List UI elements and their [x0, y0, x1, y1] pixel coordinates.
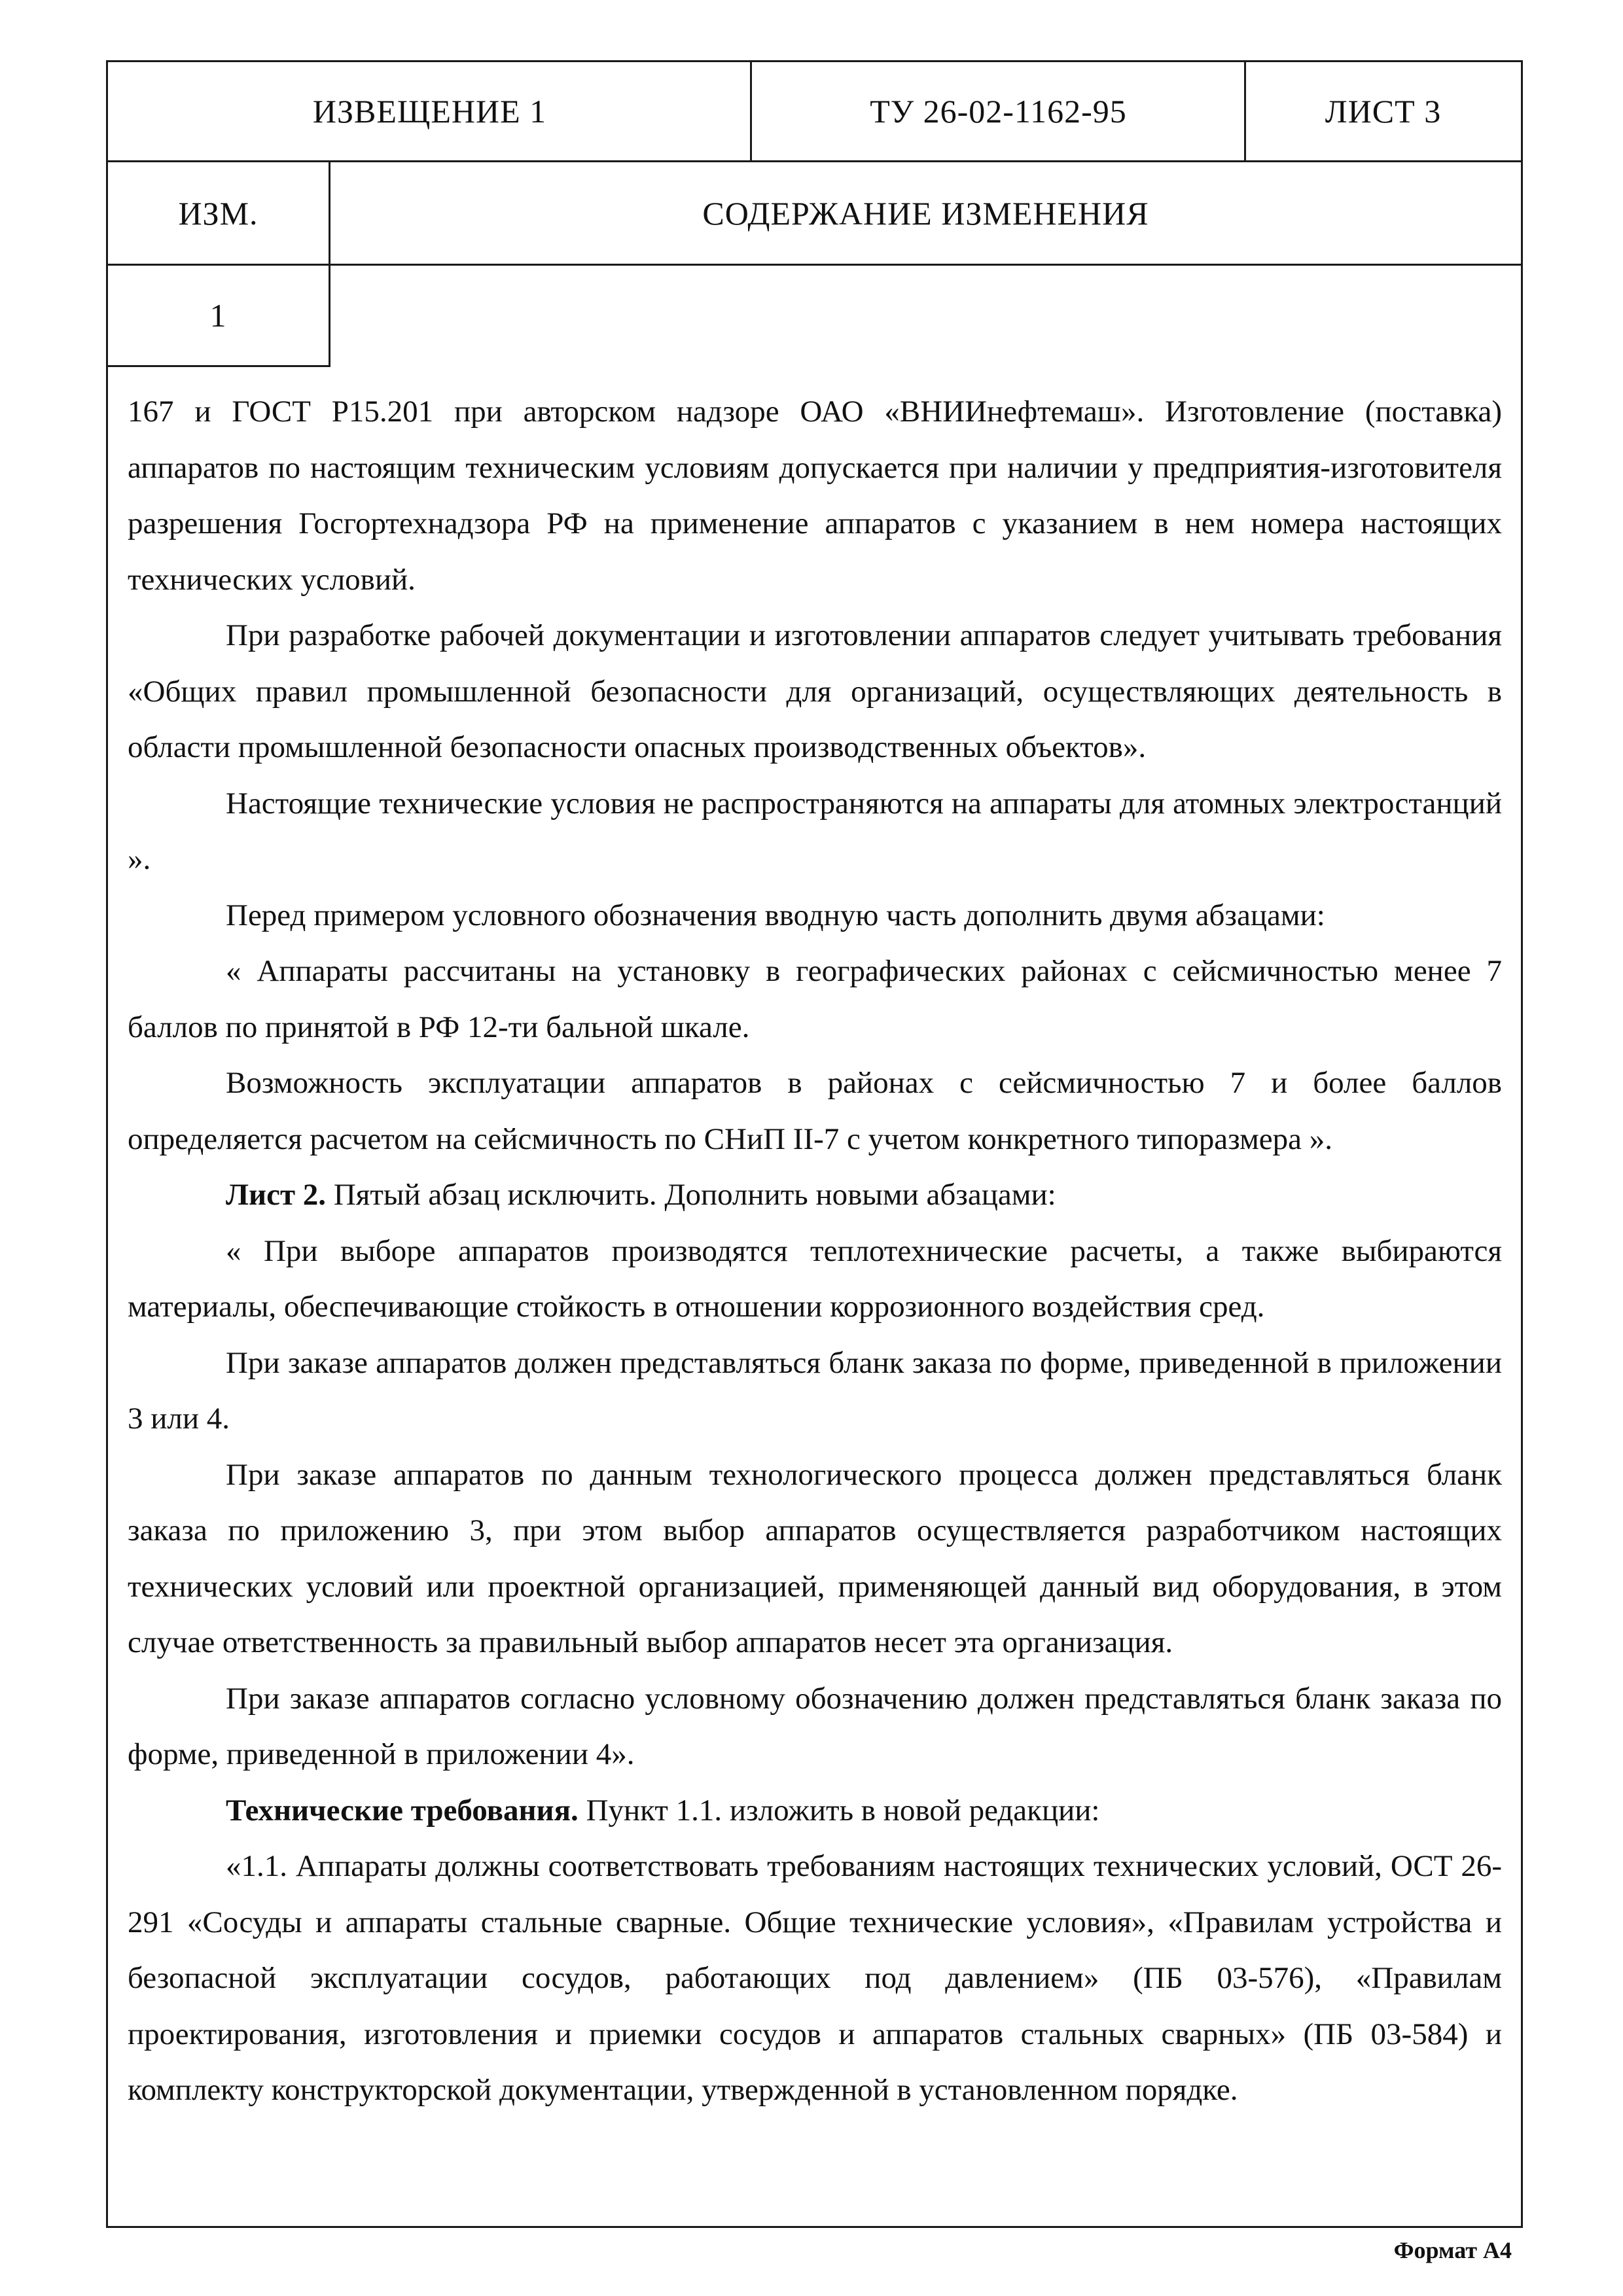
change-content — [128, 384, 1502, 2119]
header-divider-1 — [108, 160, 1521, 162]
paragraph — [128, 1783, 1502, 1839]
paragraph: При заказе аппаратов должен представляться бланк заказа по форме, приведенной в приложении 3 или 4. — [128, 1345, 1502, 1436]
header-divider-2 — [108, 264, 1521, 266]
change-cell-bottom — [108, 365, 330, 367]
change-number: 1 — [209, 297, 227, 334]
change-column-header: ИЗМ. — [178, 194, 259, 232]
paragraph-text: Пятый абзац исключить. Дополнить новыми абзацами: — [326, 1178, 1056, 1212]
sheet-number: ЛИСТ 3 — [1325, 93, 1442, 130]
paragraph: При заказе аппаратов по данным технологического процесса должен представляться бланк заказа по приложению 3, при этом выбор аппаратов осуществляется разработчиком настоящих технических условий или проектной организацией, применяющей данный вид оборудования, в этом случае ответственность за правильный выбор аппаратов несет эта организация. — [128, 1457, 1502, 1659]
content-column-header: СОДЕРЖАНИЕ ИЗМЕНЕНИЯ — [702, 194, 1149, 232]
paragraph: При заказе аппаратов согласно условному обозначению должен представляться бланк заказа по форме, приведенной в приложении 4». — [128, 1681, 1502, 1771]
paragraph: «1.1. Аппараты должны соответствовать требованиям настоящих технических условий, ОСТ 26-291 «Сосуды и аппараты стальные сварные. Общие технические условия», «Правилам устройства и безопасной эксплуатации сосудов, работающих под давлением» (ПБ 03-576), «Правилам проектирования, изготовления и приемки сосудов и аппаратов стальных сварных» (ПБ 03-584) и комплекту конструкторской документации, утвержденной в установленном порядке. — [128, 1849, 1502, 2107]
notice-title: ИЗВЕЩЕНИЕ 1 — [312, 93, 547, 130]
paragraph: « Аппараты рассчитаны на установку в географических районах с сейсмичностью менее 7 баллов по принятой в РФ 12-ти бальной шкале. — [128, 954, 1502, 1044]
header-separator-2 — [1244, 62, 1246, 160]
paragraph: Перед примером условного обозначения вводную часть дополнить двумя абзацами: — [226, 898, 1325, 932]
tech-requirements-label: Технические требования. — [226, 1793, 579, 1828]
paragraph: Настоящие технические условия не распространяются на аппараты для атомных электростанций ». — [128, 786, 1502, 876]
paragraph: « При выборе аппаратов производятся теплотехнические расчеты, а также выбираются материалы, обеспечивающие стойкость в отношении коррозионного воздействия сред. — [128, 1233, 1502, 1324]
spec-number: ТУ 26-02-1162-95 — [870, 93, 1127, 130]
paragraph: Возможность эксплуатации аппаратов в районах с сейсмичностью 7 и более баллов определяется расчетом на сейсмичность по СНиП II-7 с учетом конкретного типоразмера ». — [128, 1066, 1502, 1156]
change-column-separator — [329, 162, 330, 367]
paragraph — [128, 1167, 1502, 1224]
header-separator-1 — [750, 62, 752, 160]
sheet-2-label: Лист 2. — [226, 1178, 327, 1212]
page-format-label: Формат А4 — [1393, 2237, 1512, 2263]
paragraph-text: Пункт 1.1. изложить в новой редакции: — [578, 1793, 1100, 1828]
paragraph: 167 и ГОСТ Р15.201 при авторском надзоре ОАО «ВНИИнефтемаш». Изготовление (поставка) аппаратов по настоящим техническим условиям допускается при наличии у предприятия-изготовителя разрешения Госгортехнадзора РФ на применение аппаратов с указанием в нем номера настоящих технических условий. — [128, 395, 1502, 597]
paragraph: При разработке рабочей документации и изготовлении аппаратов следует учитывать требования «Общих правил промышленной безопасности для организаций, осуществляющих деятельность в области промышленной безопасности опасных производственных объектов». — [128, 618, 1502, 764]
